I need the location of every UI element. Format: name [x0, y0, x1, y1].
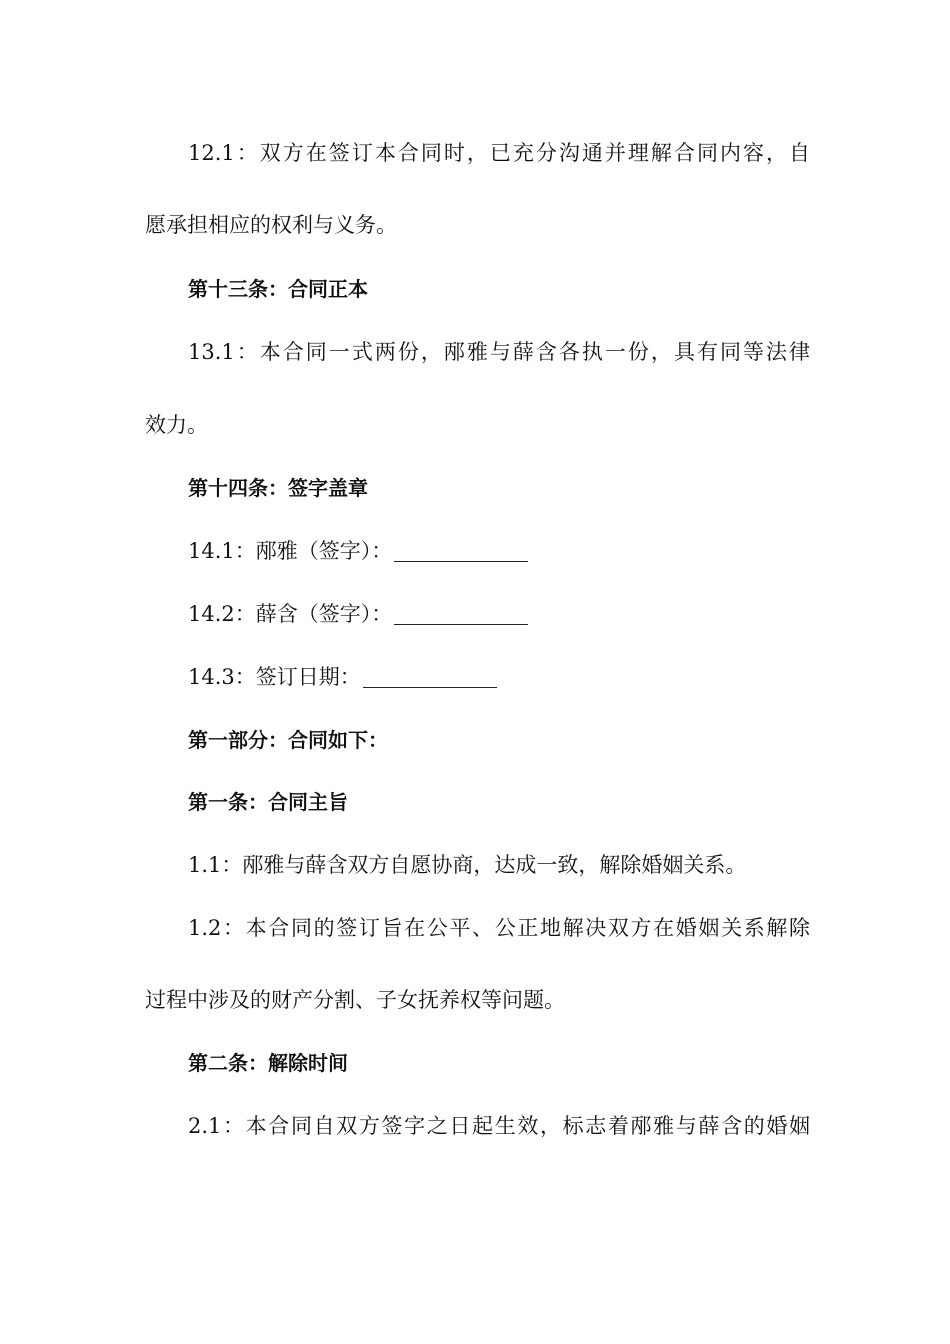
signing-date-line[interactable]: [363, 665, 497, 688]
clause-12-1-line-1: 12.1：双方在签订本合同时，已充分沟通并理解合同内容，自: [188, 141, 810, 165]
clause-2-1-line-1: 2.1：本合同自双方签字之日起生效，标志着邴雅与薛含的婚姻: [188, 1114, 810, 1138]
clause-1-2-line-2: 过程中涉及的财产分割、子女抚养权等问题。: [145, 988, 565, 1012]
clause-14-2-label: 14.2：薛含（签字）：: [188, 602, 393, 626]
part-1-heading: 第一部分：合同如下：: [188, 728, 388, 752]
clause-1-2-line-1: 1.2：本合同的签订旨在公平、公正地解决双方在婚姻关系解除: [188, 916, 810, 940]
clause-14-1-label: 14.1：邴雅（签字）：: [188, 539, 393, 563]
clause-13-1-line-1: 13.1：本合同一式两份，邴雅与薛含各执一份，具有同等法律: [188, 340, 810, 364]
signature-line-bingya[interactable]: [394, 539, 528, 562]
article-1-heading: 第一条：合同主旨: [188, 790, 348, 814]
signature-line-xuehan[interactable]: [394, 602, 528, 625]
clause-14-3-label: 14.3：签订日期：: [188, 665, 361, 689]
clause-12-1-line-2: 愿承担相应的权利与义务。: [145, 213, 397, 237]
clause-13-1-line-2: 效力。: [145, 413, 208, 437]
clause-1-1: 1.1：邴雅与薛含双方自愿协商，达成一致，解除婚姻关系。: [188, 853, 747, 877]
clause-14-1: [188, 536, 810, 566]
clause-14-2: [188, 599, 810, 629]
article-2-heading: 第二条：解除时间: [188, 1051, 348, 1075]
article-13-heading: 第十三条：合同正本: [188, 277, 368, 301]
article-14-heading: 第十四条：签字盖章: [188, 476, 368, 500]
clause-14-3: [188, 662, 810, 692]
